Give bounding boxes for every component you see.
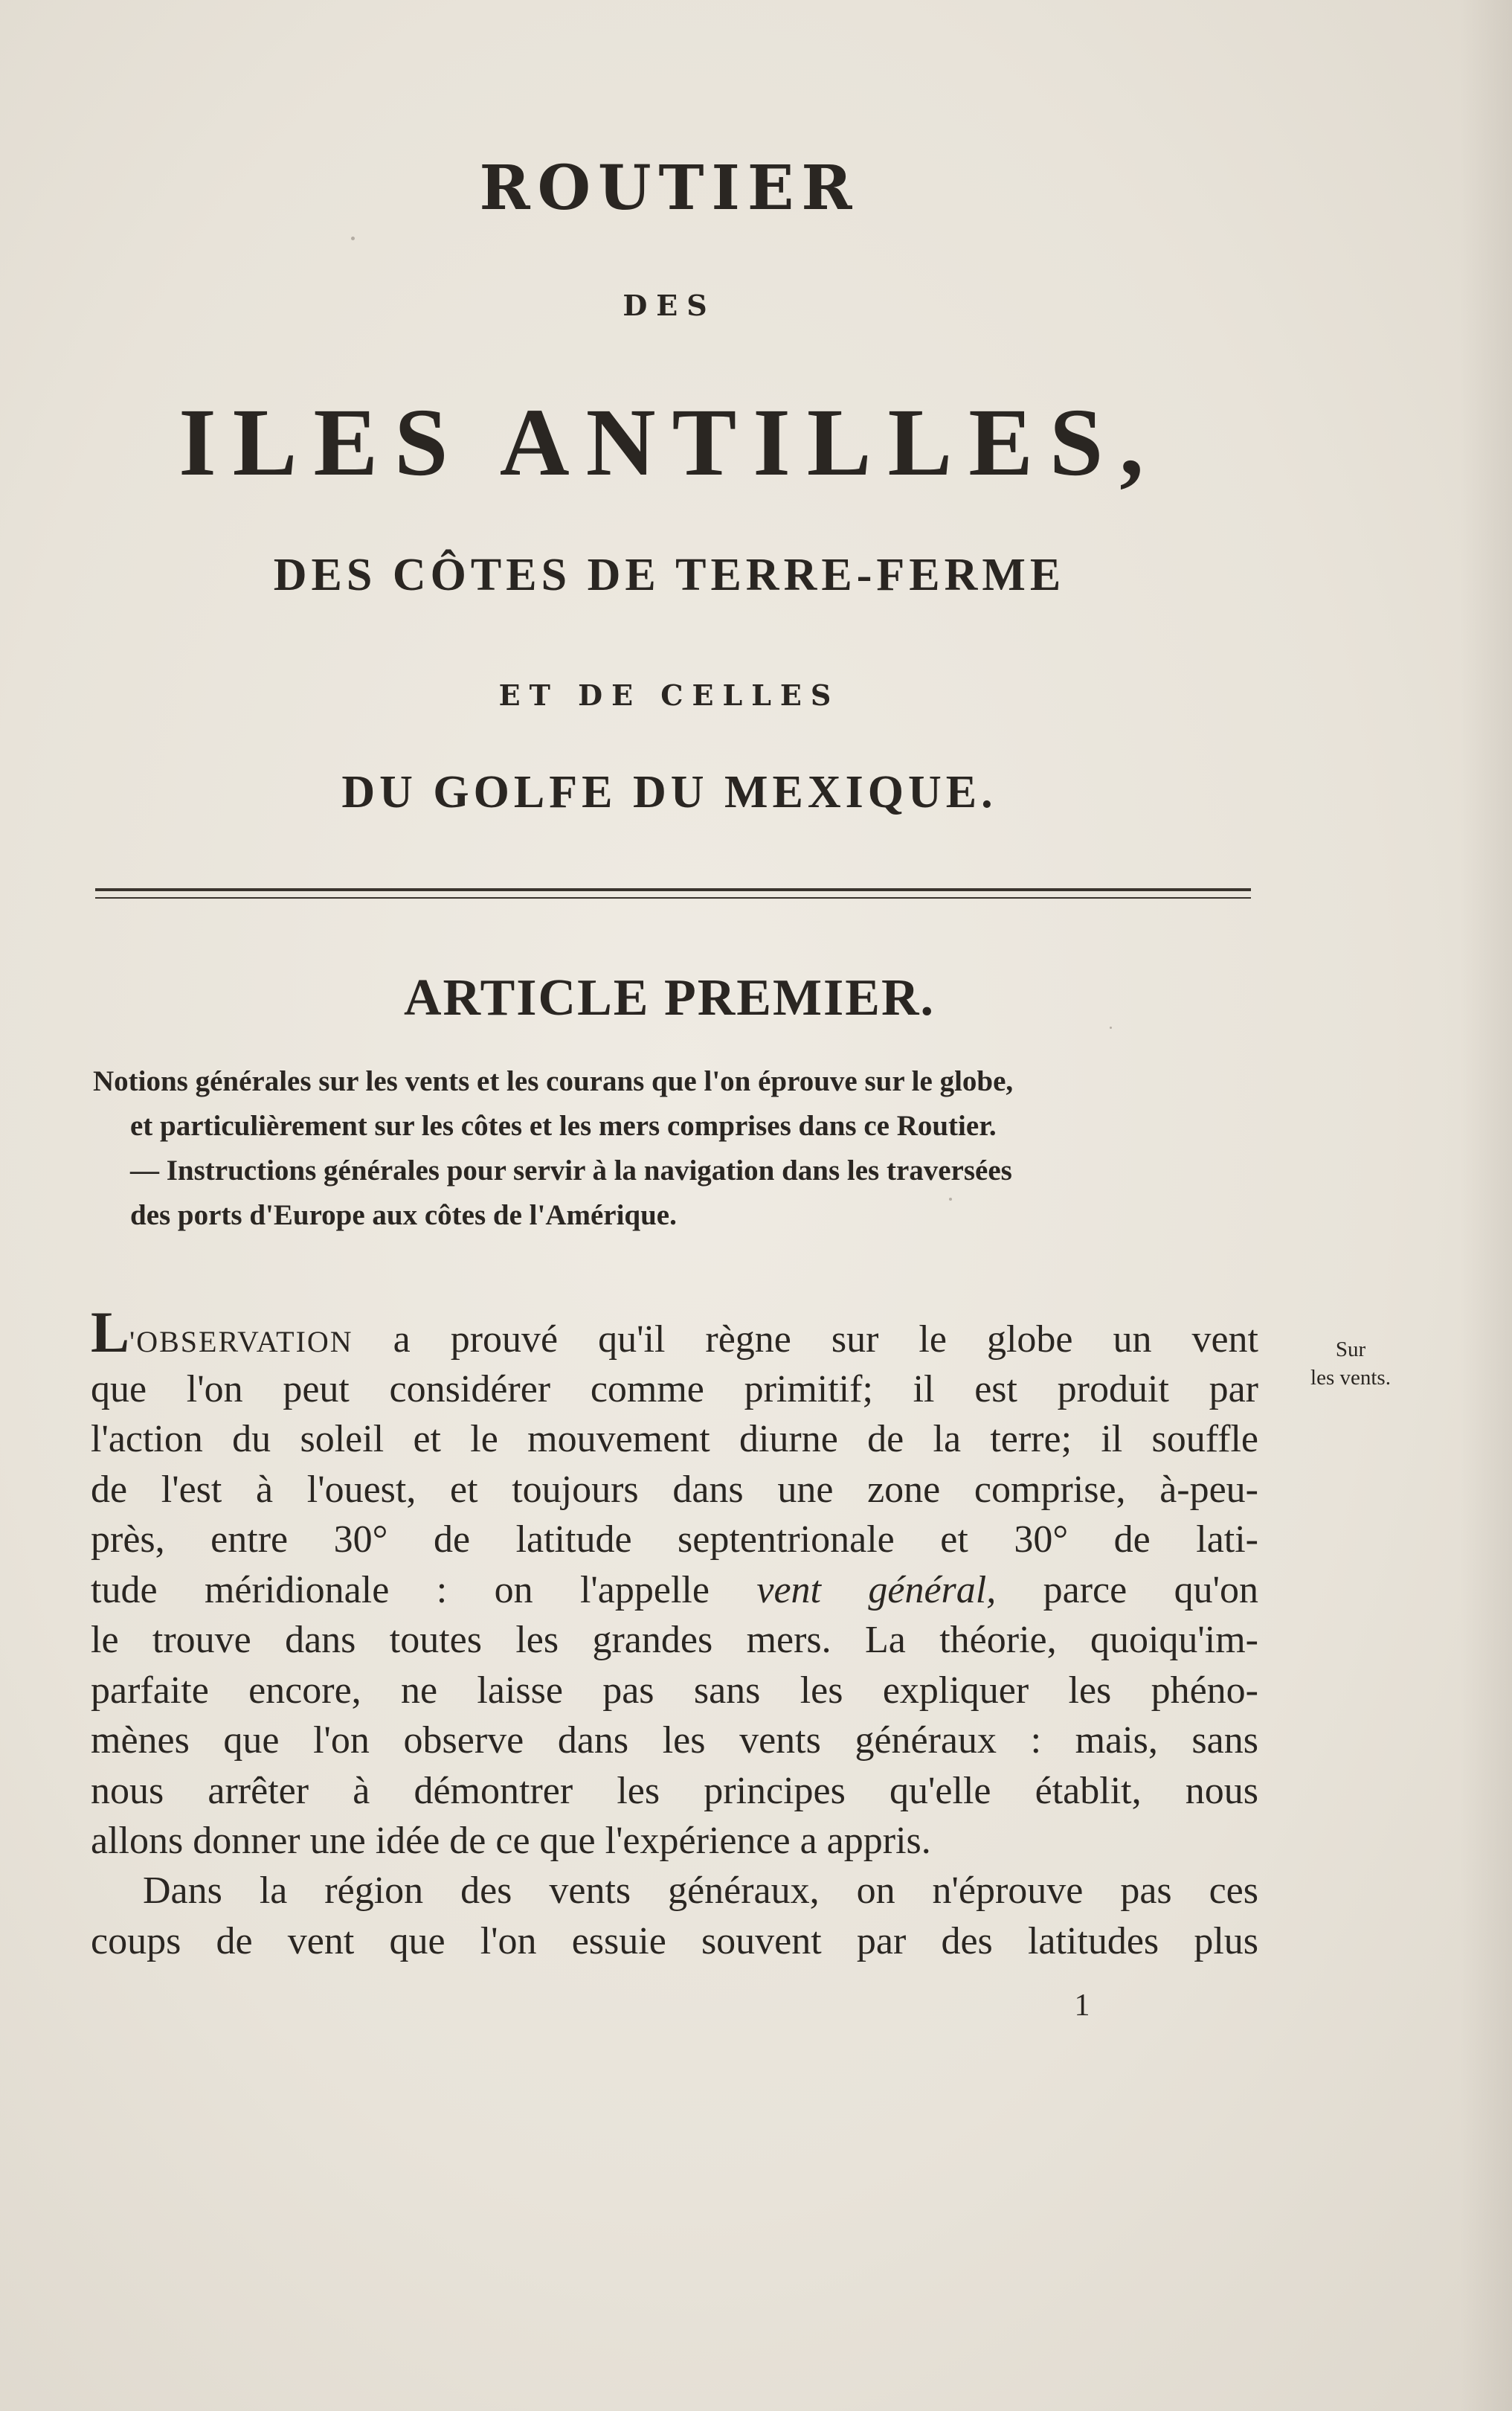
body-line: coups de vent que l'on essuie souvent par des latitudes plus [91, 1919, 1258, 1962]
summary-line: Notions générales sur les vents et les courans que l'on éprouve sur le globe, [93, 1065, 1014, 1097]
drop-cap: L [91, 1300, 130, 1364]
title-rule-thick [95, 888, 1251, 891]
paper-speck [1110, 1027, 1112, 1029]
body-line-text: a prouvé qu'il règne sur le globe un vent [353, 1318, 1258, 1361]
title-golfe: DU GOLFE DU MEXIQUE. [341, 767, 997, 818]
summary-line: des ports d'Europe aux côtes de l'Amérique. [130, 1199, 677, 1231]
title-et-de-celles: ET DE CELLES [498, 678, 840, 712]
title-routier: ROUTIER [479, 153, 860, 224]
body-line: allons donner une idée de ce que l'expérience a appris. [91, 1820, 931, 1862]
body-line [91, 1565, 1258, 1616]
body-line-text: tude méridionale : on l'appelle [91, 1568, 757, 1611]
body-line: près, entre 30° de latitude septentrionale et 30° de lati- [91, 1518, 1258, 1561]
summary-line: et particulièrement sur les côtes et les mers comprises dans ce Routier. [130, 1110, 997, 1142]
body-line: l'action du soleil et le mouvement diurne de la terre; il souffle [91, 1418, 1258, 1460]
margin-note-line: les vents. [1310, 1366, 1391, 1390]
body-line: nous arrêter à démontrer les principes qu'elle établit, nous [91, 1769, 1258, 1812]
title-rule-thin [95, 897, 1251, 899]
title-iles-antilles: ILES ANTILLES, [178, 389, 1160, 496]
body-line [91, 1300, 1258, 1364]
body-line: mènes que l'on observe dans les vents généraux : mais, sans [91, 1719, 1258, 1762]
body-line: que l'on peut considérer comme primitif; il est produit par [91, 1367, 1258, 1410]
margin-note [1276, 1335, 1425, 1392]
title-des: DES [623, 289, 716, 322]
body-line-text: parce qu'on [996, 1568, 1258, 1611]
title-cotes: DES CÔTES DE TERRE-FERME [273, 550, 1066, 600]
body-line: parfaite encore, ne laisse pas sans les expliquer les phéno- [91, 1669, 1258, 1712]
page-edge-shadow [1460, 0, 1512, 2411]
paper-speck [949, 1198, 952, 1201]
summary-line: — Instructions générales pour servir à la navigation dans les traversées [130, 1155, 1012, 1187]
margin-note-line: Sur [1335, 1338, 1366, 1361]
body-paragraph-1 [91, 1300, 1258, 1866]
small-caps-word: 'OBSERVATION [129, 1325, 353, 1358]
body-line: Dans la région des vents généraux, on n'éprouve pas ces [143, 1869, 1258, 1912]
body-paragraph-2 [91, 1866, 1258, 1966]
article-heading: ARTICLE PREMIER. [403, 969, 936, 1027]
body-line: de l'est à l'ouest, et toujours dans une zone comprise, à-peu- [91, 1468, 1258, 1511]
article-summary [93, 1059, 1253, 1238]
paper-speck [351, 237, 355, 240]
body-line: le trouve dans toutes les grandes mers. La théorie, quoiqu'im- [91, 1619, 1258, 1661]
page-number: 1 [1074, 1988, 1090, 2023]
italic-term: vent général, [756, 1568, 997, 1611]
